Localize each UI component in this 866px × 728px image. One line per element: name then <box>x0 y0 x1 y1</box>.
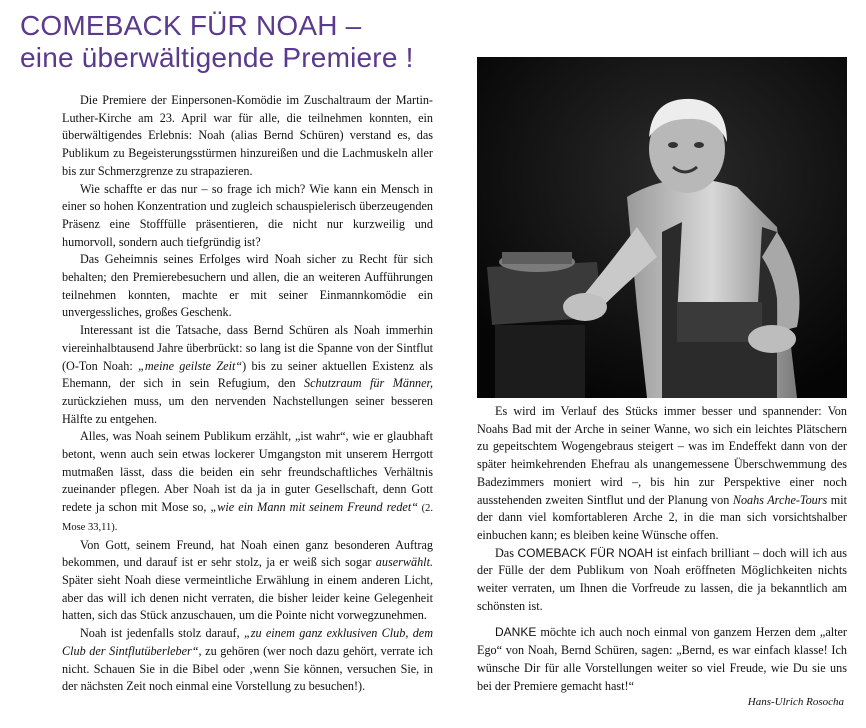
paragraph: Das COMEBACK FÜR NOAH ist einfach brilliant – doch will ich aus der Fülle der dem Publikum von Noah eröffneten Möglichkeiten nichts weiter verraten, um Ihnen die Vorfreude zu lassen, die ja bekanntlich am schönsten ist. <box>477 545 847 613</box>
paragraph: Noah ist jedenfalls stolz darauf, „zu einem ganz exklusiven Club, dem Club der Sintflutüberleber“, zu gehören (wer noch dazu gehört, verrate ich nicht. Schauen Sie in die Bibel oder ‚wenn Sie können, versuchen Sie, in der nächsten Zeit noch einmal eine Vorstellung zu besuchen!). <box>62 626 433 694</box>
paragraph: Die Premiere der Einpersonen-Komödie im Zuschaltraum der Martin-Luther-Kirche am 23. April war für alle, die teilnehmen konnten, ein überwältigendes Erlebnis: Noah (alias Bernd Schüren) verstand es, das Publikum zu Begeisterungsstürmen hinzureißen und die Lachmuskeln aller bis zur Schmerzgrenze zu strapazieren. <box>62 93 433 178</box>
right-column <box>477 403 847 695</box>
paragraph: Wie schaffte er das nur – so frage ich mich? Wie kann ein Mensch in einer so hohen Konzentration und zugleich schauspielerisch überzeugenden Präsenz eine Stofffülle präsentieren, die nicht nur kurzweilig und humorvoll, sondern auch tiefgründig ist? <box>62 181 433 249</box>
title-line-2: eine überwältigende Premiere ! <box>20 42 414 73</box>
paragraph: Es wird im Verlauf des Stücks immer besser und spannender: Von Noahs Bad mit der Arche in seiner Wanne, wo sich ein leichtes Plätschern zu gepeitschtem Wogengebraus steigert – was im Endeffekt dann von der später heimkehrenden Ehefrau als unangemessene Überschwemmung des Badezimmers moniert wird –, bis hin zur Perspektive einer noch ausstehenden zweiten Sintflut und der Planung von Noahs Arche-Tours mit der dann viel komfortableren Arche 2, in die man sich vorsichtshalber einbuchen kann; es bleiben keine Wünsche offen. <box>477 404 847 542</box>
paragraph: Das Geheimnis seines Erfolges wird Noah sicher zu Recht für sich behalten; den Premierebesuchern und allen, die an weiteren Aufführungen teilnehmen konnten, machte er mit seiner Einmannkomödie ein unvergessliches, großes Geschenk. <box>62 252 433 320</box>
performer-photo <box>477 57 847 398</box>
paragraph: Alles, was Noah seinem Publikum erzählt, „ist wahr“, wie er glaubhaft betont, wenn auch sein etwas lockerer Umgangston mit unserem Herrgott mutmaßen lässt, dass die beiden ein sehr freundschaftliches Verhältnis zueinander pflegen. Aber Noah ist da ja in guter Gesellschaft, denn Gott redete ja schon mit Mose so, „wie ein Mann mit seinem Freund redet“ (2. Mose 33,11). <box>62 429 434 533</box>
paragraph: Interessant ist die Tatsache, dass Bernd Schüren als Noah immerhin viereinhalbtausend Jahre überbrückt: so lang ist die Spanne von der Sintflut (O-Ton Noah: „meine geilste Zeit“) bis zu seiner aktuellen Existenz als Ehemann, der sich in sein Refugium, den Schutzraum für Männer, zurückziehen muss, um den nervenden Nachstellungen seiner besseren Hälfte zu entgehen. <box>62 323 434 426</box>
article-title <box>20 10 414 74</box>
author-signature: Hans-Ulrich Rosocha <box>747 696 844 708</box>
left-column <box>62 92 433 696</box>
title-line-1: COMEBACK FÜR NOAH – <box>20 10 362 41</box>
paragraph: Von Gott, seinem Freund, hat Noah einen ganz besonderen Auftrag bekommen, und darauf ist er sehr stolz, ja er weiß sich sogar auserwählt. Später sieht Noah diese vermeintliche Erwählung in einem anderen Licht, aber das will ich denen nicht verraten, die bisher leider keine Gelegenheit hatten, sich das Stück anzuschauen, um die Pointe nicht vorwegzunehmen. <box>62 537 433 623</box>
paragraph: DANKE möchte ich auch noch einmal von ganzem Herzen dem „alter Ego“ von Noah, Bernd Schüren, sagen: „Bernd, es war einfach klasse! Ich wünsche Dir für alle Vorstellungen weiter so viel Freude, wie Du sie uns bei der Premiere gemacht hast!“ <box>477 625 847 693</box>
performer-image-icon <box>477 57 847 398</box>
